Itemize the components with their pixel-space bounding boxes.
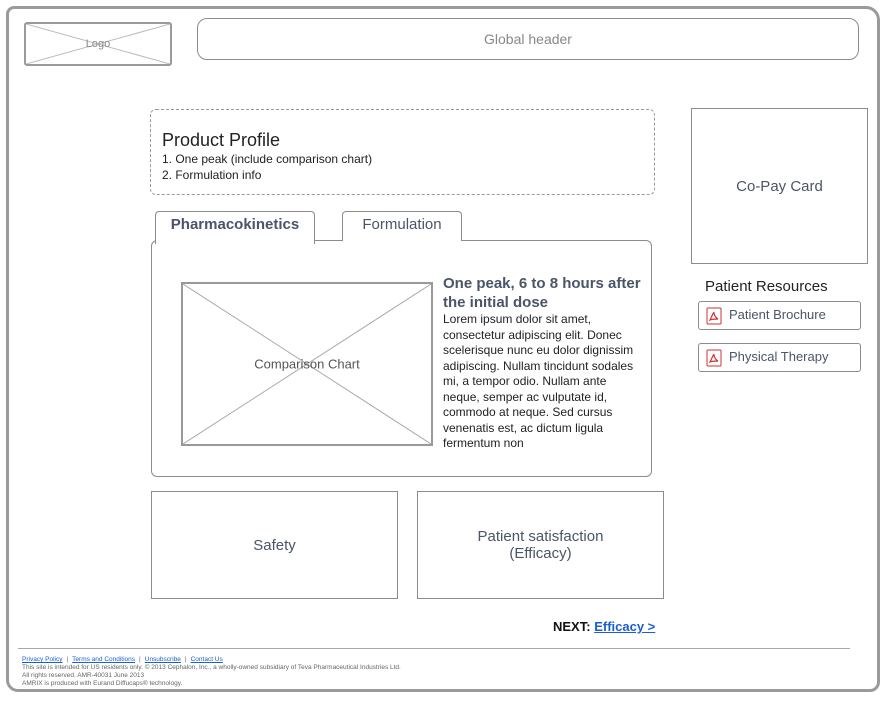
efficacy-label-line1: Patient satisfaction [477, 528, 604, 545]
panel-heading: One peak, 6 to 8 hours after the initial dose [443, 275, 641, 311]
global-header[interactable]: Global header [197, 18, 859, 60]
product-profile-title: Product Profile [162, 130, 281, 150]
patient-resources-title: Patient Resources [705, 278, 828, 295]
comparison-chart-placeholder [181, 282, 433, 446]
copay-card[interactable]: Co-Pay Card [691, 108, 868, 264]
footer-links [22, 656, 522, 664]
footer [22, 656, 522, 688]
logo[interactable] [24, 22, 172, 66]
logo-label: Logo [85, 38, 111, 50]
comparison-chart-label: Comparison Chart [254, 356, 360, 372]
patient-brochure-button[interactable] [698, 301, 861, 330]
product-profile-item: 1. One peak (include comparison chart) [162, 152, 373, 166]
tab-formulation[interactable]: Formulation [342, 211, 462, 241]
unsubscribe-link[interactable]: Unsubscribe [144, 656, 181, 663]
contact-us-link[interactable]: Contact Us [190, 656, 223, 663]
next-nav [553, 619, 655, 634]
safety-label: Safety [253, 536, 296, 554]
footer-legal-line: AMRIX is produced with Eurand Diffucaps® technology. [22, 680, 183, 687]
footer-legal-line: All rights reserved. AMR-40031 June 2013 [22, 672, 145, 679]
pdf-icon [705, 349, 723, 367]
next-prefix: NEXT: [553, 619, 591, 634]
privacy-policy-link[interactable]: Privacy Policy [22, 656, 63, 663]
physical-therapy-label: Physical Therapy [729, 349, 829, 364]
product-profile-note [150, 109, 655, 195]
patient-brochure-label: Patient Brochure [729, 307, 826, 322]
footer-legal-line: This site is intended for US residents only. © 2013 Cephalon, Inc., a wholly-owned subsidiary of Teva Pharmaceutical Industries Ltd. [22, 664, 401, 671]
tab-pharmacokinetics[interactable]: Pharmacokinetics [155, 211, 315, 244]
footer-divider [18, 648, 850, 649]
product-profile-item: 2. Formulation info [162, 168, 262, 182]
next-efficacy-link[interactable]: Efficacy > [594, 619, 656, 634]
footer-separator: | [184, 656, 187, 663]
footer-separator: | [139, 656, 141, 663]
pdf-icon [705, 307, 723, 325]
panel-body-text: Lorem ipsum dolor sit amet, consectetur adipiscing elit. Donec scelerisque nunc eu dolor dignissim adipiscing. Nullam tincidunt sodales mi, a tempor odio. Nullam ante neque, semper ac vulputate id, commodo at neque. Sed cursus venenatis est, ac dictum ligula fermentum non [443, 312, 634, 450]
efficacy-label-line2: (Efficacy) [509, 545, 572, 562]
efficacy-box[interactable] [417, 491, 664, 599]
terms-link[interactable]: Terms and Conditions [72, 656, 136, 663]
footer-separator: | [66, 656, 69, 663]
physical-therapy-button[interactable] [698, 343, 861, 372]
safety-box[interactable] [151, 491, 398, 599]
